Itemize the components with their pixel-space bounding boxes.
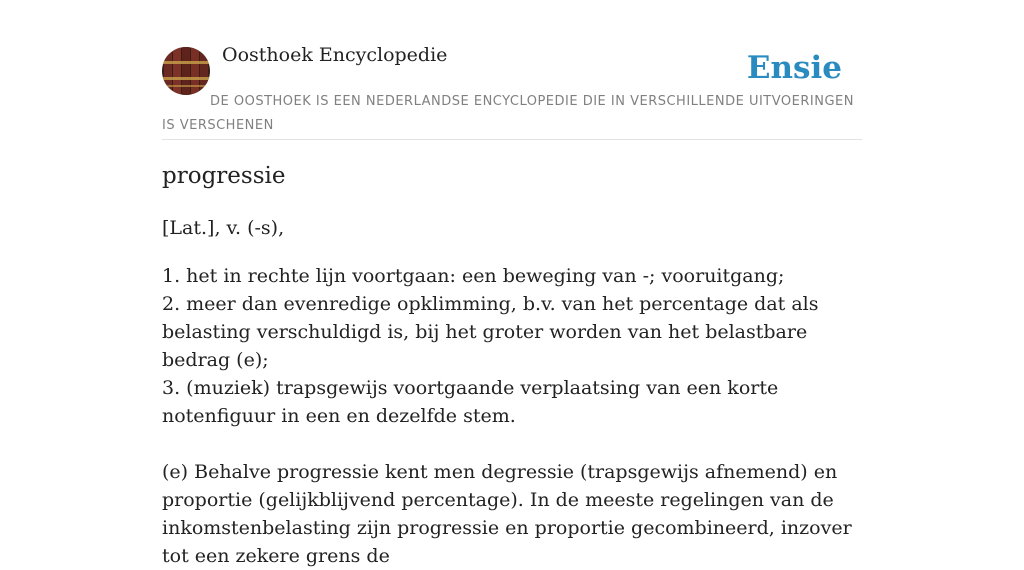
paragraph-spacer [162,430,862,458]
book-spines-icon [162,47,210,95]
definition-item: 2. meer dan evenredige opklimming, b.v. van het percentage dat als belasting verschuldigd is, bij het groter worden van het belastbare bedrag (e); [162,293,819,371]
page-container [162,0,862,567]
source-name[interactable]: Oosthoek Encyclopedie [222,44,448,66]
entry-definitions [162,262,862,570]
entry-title: progressie [162,163,286,189]
entry-etymology: [Lat.], v. (-s), [162,217,285,239]
source-tagline: DE OOSTHOEK IS EEN NEDERLANDSE ENCYCLOPEDIE DIE IN VERSCHILLENDE UITVOERINGEN IS VERSCHENEN [162,94,854,133]
header-divider [162,139,862,140]
source-avatar[interactable] [162,47,210,95]
definition-item: 3. (muziek) trapsgewijs voortgaande verplaatsing van een korte notenfiguur in een en dezelfde stem. [162,377,779,427]
definition-item: 1. het in rechte lijn voortgaan: een beweging van -; vooruitgang; [162,265,785,287]
entry-note: (e) Behalve progressie kent men degressie (trapsgewijs afnemend) en proportie (gelijkblijvend percentage). In de meeste regelingen van de inkomstenbelasting zijn progressie en proportie gecombineerd, inzover tot een zekere grens de [162,461,852,567]
source-header [162,0,862,140]
brand-logo[interactable]: Ensie [746,50,842,86]
